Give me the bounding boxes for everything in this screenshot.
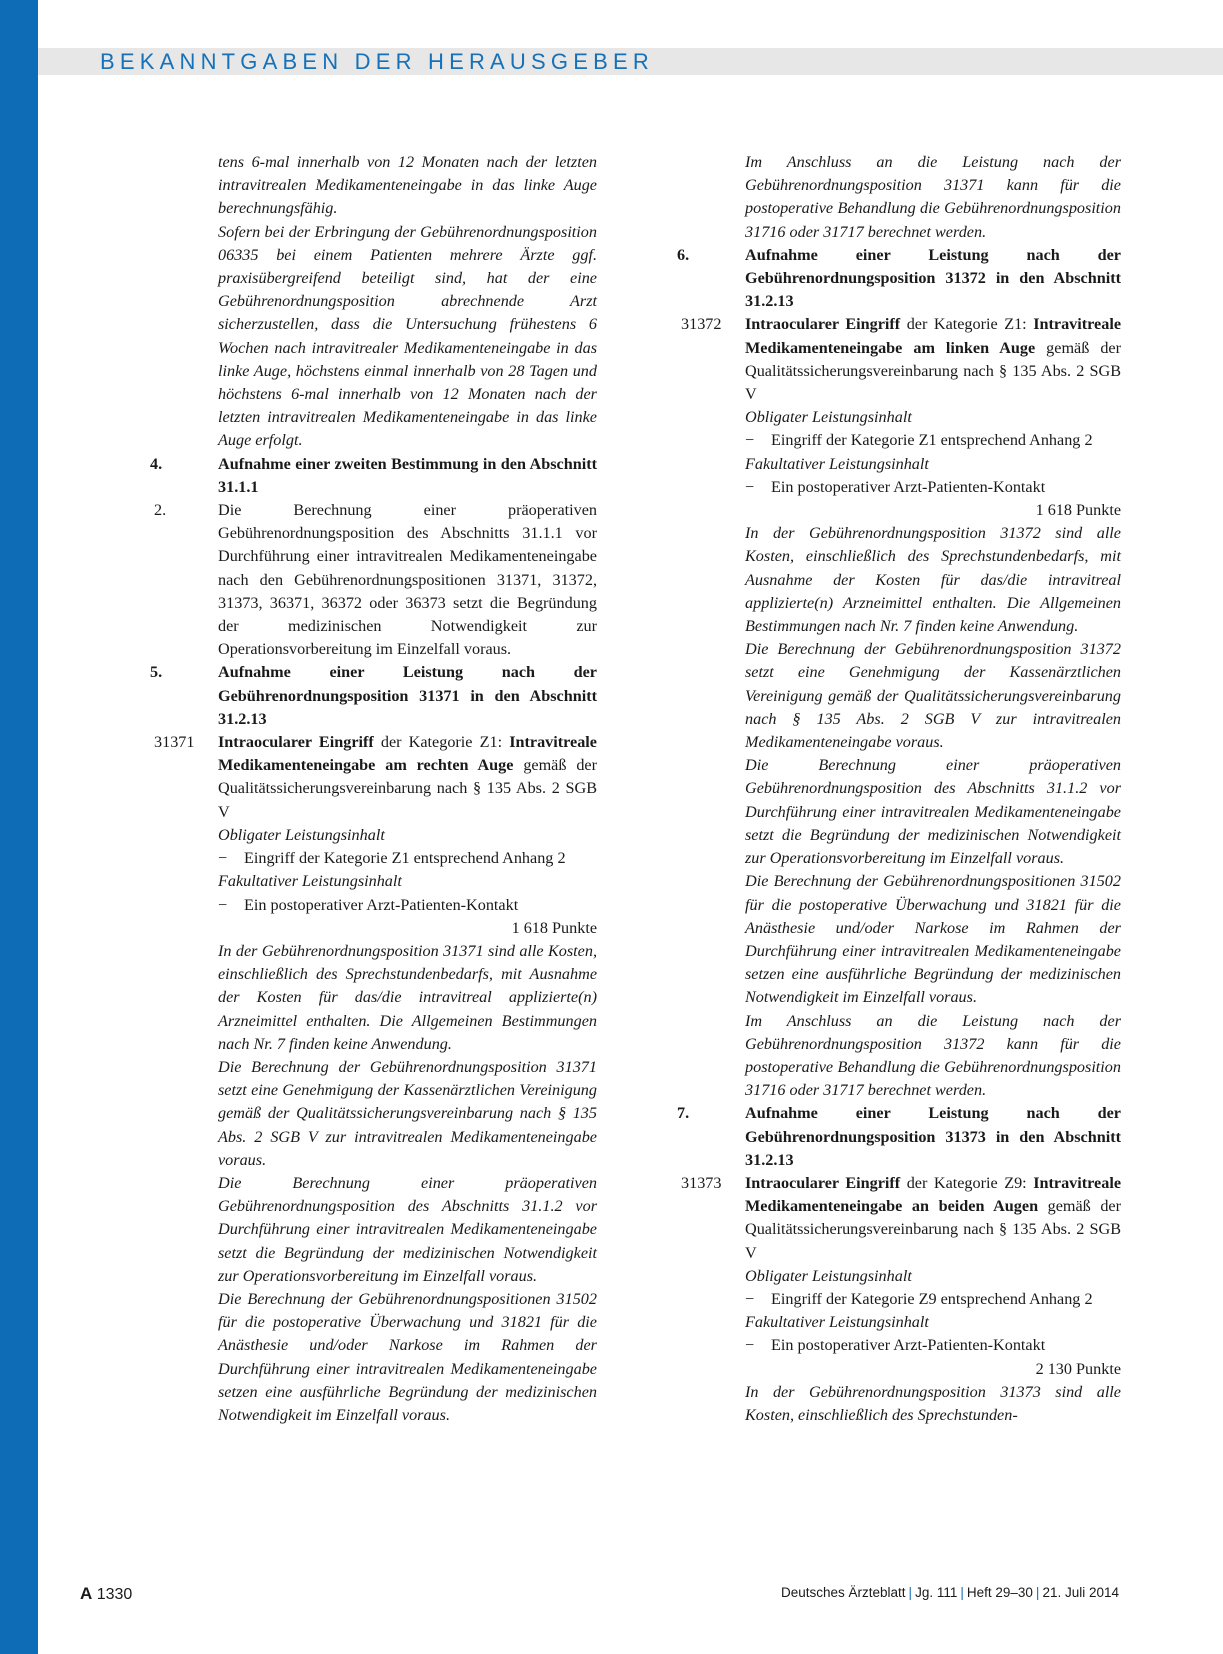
page-number bbox=[80, 1584, 132, 1604]
note: Die Berechnung einer präoperativen Gebührenordnungsposition des Abschnitts 31.1.2 vor Durchführung einer intravitrealen Medikamenteneingabe setzt die Begründung der medizinischen Notwendigkeit zur Operationsvorbereitung im Einzelfall voraus. bbox=[218, 1173, 597, 1285]
note: Im Anschluss an die Leistung nach der Gebührenordnungsposition 31372 kann für die postoperative Behandlung die Gebührenordnungsposition 31716 oder 31717 berechnet werden. bbox=[745, 1011, 1121, 1100]
gop-31372 bbox=[677, 313, 1121, 406]
dash-marker: − bbox=[218, 849, 228, 868]
gop-bold: Intraocularer Eingriff bbox=[218, 733, 374, 752]
gop-text: der Kategorie Z1: bbox=[900, 315, 1034, 334]
item-text: Eingriff der Kategorie Z1 entsprechend Anhang 2 bbox=[244, 849, 566, 868]
points-value: 2 130 Punkte bbox=[1035, 1359, 1121, 1378]
gop-number: 31373 bbox=[681, 1173, 722, 1192]
item-number: 2. bbox=[154, 501, 167, 520]
journal-name: Deutsches Ärzteblatt bbox=[780, 1585, 906, 1600]
gop-text: der Kategorie Z9: bbox=[900, 1173, 1034, 1192]
right-column bbox=[677, 151, 1121, 1427]
dash-marker: − bbox=[218, 895, 228, 914]
note: Die Berechnung der Gebührenordnungspositionen 31502 für die postoperative Überwachung und 31821 für die Anästhesie und/oder Narkose im Rahmen der Durchführung einer intravitrealen Medikamenteneingabe setzen eine ausführliche Begründung der medizinischen Notwendigkeit im Einzelfall voraus. bbox=[745, 872, 1121, 1007]
note: Die Berechnung der Gebührenordnungsposition 31372 setzt eine Genehmigung der Kassenärztlichen Vereinigung gemäß der Qualitätssicherungsvereinbarung nach § 135 Abs. 2 SGB V zur intravitrealen Medikamenteneingabe voraus. bbox=[745, 640, 1121, 752]
note: In der Gebührenordnungsposition 31371 sind alle Kosten, einschließlich des Sprechstundenbedarfs, mit Ausnahme der Kosten für das/die intravitreal applizierte(n) Arzneimittel enthalten. Die Allgemeinen Bestimmungen nach Nr. 7 finden keine Anwendung. bbox=[218, 941, 597, 1053]
optional-item bbox=[745, 476, 1121, 499]
left-color-bar bbox=[0, 0, 38, 1654]
gop-text: der Kategorie Z1: bbox=[373, 733, 510, 752]
obligatory-label: Obligater Leistungsinhalt bbox=[745, 408, 912, 427]
gop-bold: Intravitreale Medikamenteneingabe am linken Auge bbox=[745, 315, 1122, 357]
journal-date: 21. Juli 2014 bbox=[1042, 1585, 1119, 1600]
header-title: BEKANNTGABEN DER HERAUSGEBER bbox=[100, 49, 654, 74]
item-text: Eingriff der Kategorie Z9 entsprechend Anhang 2 bbox=[771, 1289, 1093, 1308]
section-number: 5. bbox=[150, 663, 163, 682]
section-number: 6. bbox=[677, 245, 690, 264]
separator: | bbox=[960, 1585, 964, 1600]
note: Die Berechnung einer präoperativen Gebührenordnungsposition des Abschnitts 31.1.2 vor Durchführung einer intravitrealen Medikamenteneingabe setzt die Begründung der medizinischen Notwendigkeit zur Operationsvorbereitung im Einzelfall voraus. bbox=[745, 756, 1121, 868]
obligatory-item bbox=[745, 1288, 1121, 1311]
obligatory-label: Obligater Leistungsinhalt bbox=[745, 1266, 912, 1285]
gop-text: gemäß der Qualitätssicherungsvereinbarung nach § 135 Abs. 2 SGB V bbox=[218, 756, 597, 821]
journal-issue: Heft 29–30 bbox=[966, 1585, 1033, 1600]
separator: | bbox=[1035, 1585, 1040, 1600]
journal-info bbox=[781, 1585, 1119, 1600]
item-text: Ein postoperativer Arzt-Patienten-Kontakt bbox=[771, 477, 1046, 496]
gop-text: gemäß der Qualitätssicherungsvereinbarung nach § 135 Abs. 2 SGB V bbox=[745, 1197, 1121, 1262]
section-title: Aufnahme einer zweiten Bestimmung in den Abschnitt 31.1.1 bbox=[218, 454, 597, 496]
gop-text: gemäß der Qualitätssicherungsvereinbarung nach § 135 Abs. 2 SGB V bbox=[745, 338, 1121, 404]
gop-number: 31372 bbox=[681, 315, 722, 334]
section-4-heading bbox=[150, 453, 597, 499]
section-title: Aufnahme einer Leistung nach der Gebührenordnungsposition 31373 in den Abschnitt 31.2.13 bbox=[745, 1104, 1121, 1169]
gop-bold: Intraocularer Eingriff bbox=[745, 1173, 901, 1192]
section-5-heading bbox=[150, 661, 597, 731]
gop-bold: Intraocularer Eingriff bbox=[745, 315, 901, 334]
separator: | bbox=[908, 1585, 913, 1600]
obligatory-label: Obligater Leistungsinhalt bbox=[218, 825, 385, 844]
section-title: Aufnahme einer Leistung nach der Gebührenordnungsposition 31371 in den Abschnitt 31.2.13 bbox=[218, 663, 597, 728]
gop-bold: Intravitreale Medikamenteneingabe am rechten Auge bbox=[218, 733, 597, 775]
item-text: Eingriff der Kategorie Z1 entsprechend Anhang 2 bbox=[771, 431, 1093, 450]
optional-label: Fakultativer Leistungsinhalt bbox=[745, 454, 929, 473]
optional-item bbox=[218, 894, 597, 917]
gop-31371 bbox=[150, 731, 597, 824]
page-number-value: 1330 bbox=[96, 1586, 133, 1603]
section-number: 7. bbox=[677, 1104, 690, 1123]
journal-volume: Jg. 111 bbox=[915, 1585, 958, 1600]
paragraph: Im Anschluss an die Leistung nach der Gebührenordnungsposition 31371 kann für die postoperative Behandlung die Gebührenordnungsposition 31716 oder 31717 berechnet werden. bbox=[745, 153, 1121, 241]
dash-marker: − bbox=[745, 431, 755, 450]
note: Die Berechnung der Gebührenordnungsposition 31371 setzt eine Genehmigung der Kassenärztlichen Vereinigung gemäß der Qualitätssicherungsvereinbarung nach § 135 Abs. 2 SGB V zur intravitrealen Medikamenteneingabe voraus. bbox=[218, 1057, 597, 1169]
obligatory-item bbox=[218, 847, 597, 870]
dash-marker: − bbox=[745, 1336, 755, 1355]
gop-31373 bbox=[677, 1172, 1121, 1265]
item-text: Ein postoperativer Arzt-Patienten-Kontakt bbox=[244, 895, 519, 914]
note: Die Berechnung der Gebührenordnungspositionen 31502 für die postoperative Überwachung und 31821 für die Anästhesie und/oder Narkose im Rahmen der Durchführung einer intravitrealen Medikamenteneingabe setzen eine ausführliche Begründung der medizinischen Notwendigkeit im Einzelfall voraus. bbox=[218, 1289, 597, 1424]
section-4-item bbox=[150, 499, 597, 661]
section-7-heading bbox=[677, 1102, 1121, 1172]
section-title: Aufnahme einer Leistung nach der Gebührenordnungsposition 31372 in den Abschnitt 31.2.13 bbox=[745, 245, 1121, 311]
left-column bbox=[150, 151, 597, 1427]
item-text: Die Berechnung einer präoperativen Gebührenordnungsposition des Abschnitts 31.1.1 vor Durchführung einer intravitrealen Medikamenteneingabe nach den Gebührenordnungspositionen 31371, 31372, 31373, 36371, 36372 oder 36373 setzt die Begründung der medizinischen Notwendigkeit zur Operationsvorbereitung im Einzelfall voraus. bbox=[218, 501, 597, 659]
gop-number: 31371 bbox=[154, 733, 195, 752]
points-value: 1 618 Punkte bbox=[1035, 501, 1121, 520]
points-value: 1 618 Punkte bbox=[511, 918, 597, 937]
obligatory-item bbox=[745, 429, 1121, 452]
optional-item bbox=[745, 1334, 1121, 1357]
page-header bbox=[38, 48, 1223, 75]
optional-label: Fakultativer Leistungsinhalt bbox=[218, 872, 402, 891]
section-number: 4. bbox=[150, 454, 163, 473]
item-text: Ein postoperativer Arzt-Patienten-Kontakt bbox=[771, 1336, 1046, 1355]
note: In der Gebührenordnungsposition 31373 sind alle Kosten, einschließlich des Sprechstunden- bbox=[745, 1382, 1121, 1424]
gop-bold: Intravitreale Medikamenteneingabe an beiden Augen bbox=[745, 1173, 1122, 1216]
note: In der Gebührenordnungsposition 31372 sind alle Kosten, einschließlich des Sprechstundenbedarfs, mit Ausnahme der Kosten für das/die intravitreal applizierte(n) Arzneimittel enthalten. Die Allgemeinen Bestimmungen nach Nr. 7 finden keine Anwendung. bbox=[745, 524, 1121, 636]
section-6-heading bbox=[677, 244, 1121, 314]
paragraph: tens 6-mal innerhalb von 12 Monaten nach der letzten intravitrealen Medikamenteneingabe in das linke Auge berechnungsfähig. bbox=[218, 153, 597, 218]
paragraph: Sofern bei der Erbringung der Gebührenordnungsposition 06335 bei einem Patienten mehrere Ärzte ggf. praxisübergreifend beteiligt sind, hat der eine Gebührenordnungsposition abrechnende Arzt sicherzustellen, dass die Untersuchung frühestens 6 Wochen nach intravitrealer Medikamenteneingabe in das linke Auge, höchstens einmal innerhalb von 28 Tagen und höchstens 6-mal innerhalb von 12 Monaten nach der letzten intravitrealen Medikamenteneingabe in das linke Auge erfolgt. bbox=[218, 222, 597, 450]
dash-marker: − bbox=[745, 1289, 755, 1308]
page-prefix: A bbox=[80, 1584, 93, 1603]
optional-label: Fakultativer Leistungsinhalt bbox=[745, 1313, 929, 1332]
dash-marker: − bbox=[745, 477, 755, 496]
